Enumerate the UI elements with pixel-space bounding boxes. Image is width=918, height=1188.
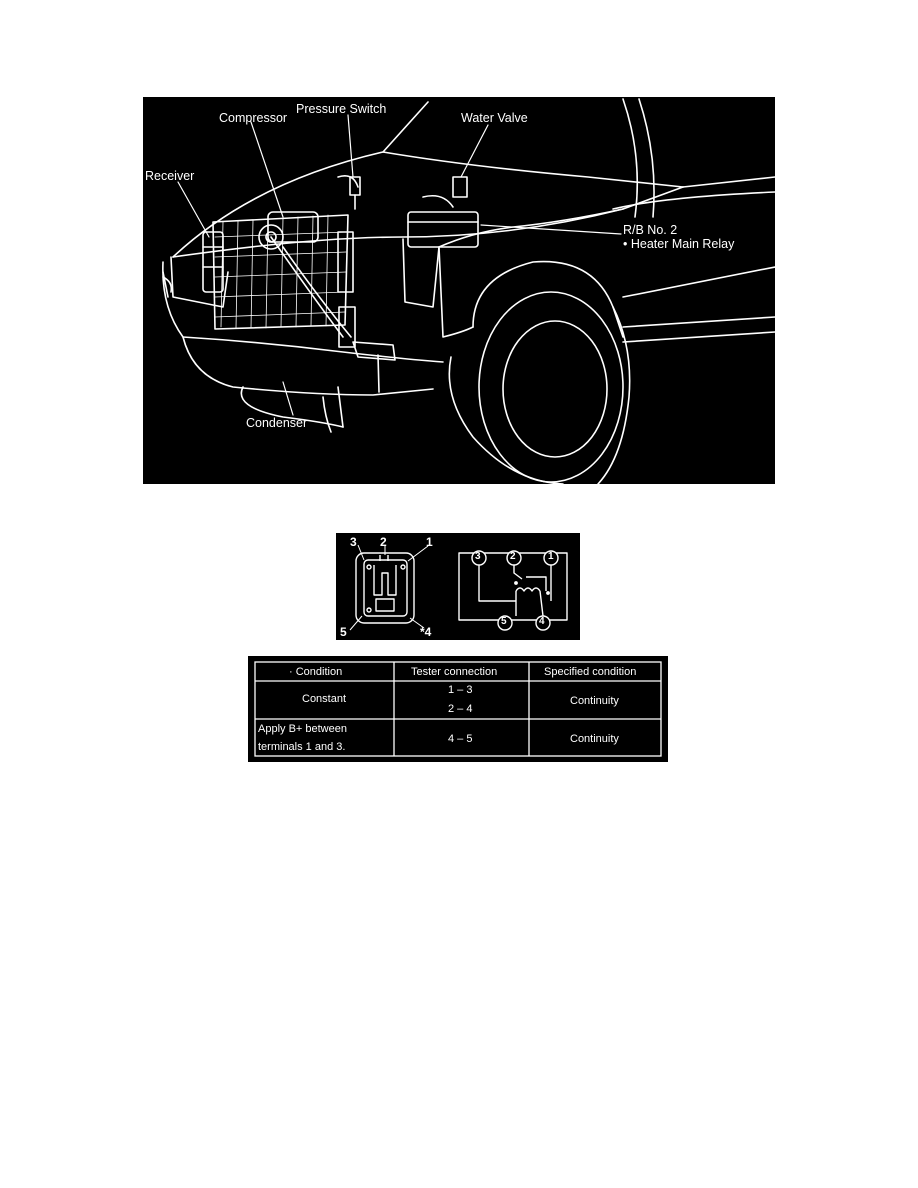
connector-terminal-2: 2 <box>380 535 387 549</box>
circuit-terminal-2: 2 <box>510 551 516 562</box>
row2-condition-line2: terminals 1 and 3. <box>258 741 346 753</box>
header-tester-connection: Tester connection <box>411 666 498 678</box>
row1-connection-1: 1 – 3 <box>448 684 473 696</box>
row2-connection: 4 – 5 <box>448 733 473 745</box>
compressor-label: Compressor <box>219 111 288 125</box>
row1-connection-2: 2 – 4 <box>448 703 473 715</box>
receiver-label: Receiver <box>145 169 195 183</box>
connector-terminal-4: *4 <box>420 625 432 639</box>
relay-diagram <box>336 533 580 640</box>
water-valve-label: Water Valve <box>461 111 528 125</box>
circuit-terminal-4: 4 <box>539 616 545 627</box>
circuit-terminal-5: 5 <box>501 616 507 627</box>
header-condition: · Condition <box>289 666 343 678</box>
connector-terminal-3: 3 <box>350 535 357 549</box>
relay-inspection-table <box>248 656 668 762</box>
connector-terminal-5: 5 <box>340 625 347 639</box>
pressure-switch-label: Pressure Switch <box>296 102 387 116</box>
row1-result: Continuity <box>570 695 619 707</box>
condenser-label: Condenser <box>246 416 308 430</box>
circuit-terminal-3: 3 <box>475 551 481 562</box>
circuit-terminal-1: 1 <box>548 551 554 562</box>
component-locator-illustration <box>143 97 775 484</box>
vehicle-front-drawing <box>143 97 775 484</box>
row2-result: Continuity <box>570 733 619 745</box>
connector-terminal-1: 1 <box>426 535 433 549</box>
heater-main-relay-label: • Heater Main Relay <box>623 237 735 251</box>
row1-condition: Constant <box>302 693 347 705</box>
row2-condition-line1: Apply B+ between <box>258 723 347 735</box>
rb-no2-label: R/B No. 2 <box>623 223 678 237</box>
header-specified-condition: Specified condition <box>544 666 637 678</box>
